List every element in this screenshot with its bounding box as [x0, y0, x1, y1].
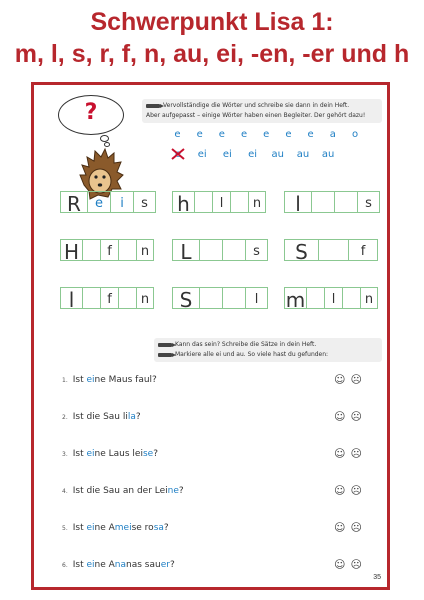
- sentence-number: 5.: [62, 525, 68, 532]
- happy-face-icon[interactable]: ☺: [334, 558, 346, 571]
- letter-cell: h: [172, 191, 194, 213]
- letter-cell: L: [172, 239, 199, 261]
- letter-cell: s: [133, 191, 156, 213]
- blank-cell[interactable]: [222, 239, 245, 261]
- letter-cell: i: [110, 191, 133, 213]
- vowel: e: [307, 129, 314, 140]
- sentence-text: se ro: [131, 523, 154, 533]
- letter-cell: f: [348, 239, 378, 261]
- letter-cell: R: [60, 191, 87, 213]
- sentence-number: 6.: [62, 562, 68, 569]
- vowel-row-1: [168, 129, 365, 140]
- sad-face-icon[interactable]: ☹: [350, 484, 362, 497]
- sentence-text: nas sau: [126, 560, 161, 570]
- sentence-text: ne Maus faul?: [94, 375, 157, 385]
- sentence-text: Ist: [72, 523, 87, 533]
- letter-cell: l: [324, 287, 342, 309]
- sad-face-icon[interactable]: ☹: [350, 410, 362, 423]
- instruction-line-2: Markiere alle ei und au. So viele hast du gefunden:: [158, 350, 378, 360]
- word-box[interactable]: [60, 287, 154, 312]
- sentence-text: ne A: [94, 560, 115, 570]
- sentence-text: ?: [135, 412, 141, 422]
- sentence: [62, 449, 158, 459]
- sad-face-icon[interactable]: ☹: [350, 521, 362, 534]
- letter-cell: l: [60, 287, 82, 309]
- vowel-row-2: [168, 149, 339, 160]
- vowel: ei: [197, 149, 207, 160]
- blank-cell[interactable]: [194, 191, 212, 213]
- instruction-line-2: Aber aufgepasst – einige Wörter haben einen Begleiter. Der gehört dazu!: [146, 112, 366, 119]
- word-box[interactable]: [172, 287, 268, 312]
- face-choices: [334, 558, 367, 571]
- letter-cell: n: [360, 287, 378, 309]
- face-choices: [334, 373, 367, 386]
- letter-cell: f: [100, 287, 118, 309]
- vowel: e: [174, 129, 181, 140]
- page-title-line1: Schwerpunkt Lisa 1:: [90, 8, 334, 36]
- blank-cell[interactable]: [318, 239, 348, 261]
- sentence-number: 1.: [62, 377, 68, 384]
- vowel: e: [285, 129, 292, 140]
- letter-cell: e: [87, 191, 110, 213]
- sentence-text: ?: [153, 449, 158, 459]
- blank-cell[interactable]: [118, 287, 136, 309]
- happy-face-icon[interactable]: ☺: [334, 373, 346, 386]
- word-box[interactable]: [284, 191, 380, 216]
- letter-cell: n: [136, 239, 154, 261]
- blank-cell[interactable]: [334, 191, 357, 213]
- vowel: au: [321, 149, 335, 160]
- letter-cell: f: [100, 239, 118, 261]
- word-box[interactable]: [172, 191, 266, 216]
- vowel: au: [271, 149, 284, 160]
- letter-cell: S: [172, 287, 199, 309]
- sentence-text: Ist: [72, 449, 87, 459]
- vowel: e: [240, 129, 248, 140]
- blank-cell[interactable]: [306, 287, 324, 309]
- letter-cell: s: [245, 239, 268, 261]
- blank-cell[interactable]: [199, 239, 222, 261]
- blank-cell[interactable]: [222, 287, 245, 309]
- sentence-text: ei: [86, 449, 95, 459]
- letter-cell: l: [245, 287, 268, 309]
- word-box[interactable]: [172, 239, 268, 264]
- word-box[interactable]: [60, 239, 154, 264]
- sentence-text: er: [160, 560, 170, 570]
- sentence-text: ei: [86, 523, 95, 533]
- vowel: e: [218, 129, 225, 140]
- sentence-text: na: [114, 560, 127, 570]
- sentence-text: se: [142, 449, 154, 459]
- face-choices: [334, 447, 367, 460]
- letter-cell: s: [357, 191, 380, 213]
- happy-face-icon[interactable]: ☺: [334, 521, 346, 534]
- sentence: [62, 375, 157, 385]
- sentence-text: Ist: [72, 375, 87, 385]
- happy-face-icon[interactable]: ☺: [334, 484, 346, 497]
- blank-cell[interactable]: [118, 239, 136, 261]
- letter-cell: S: [284, 239, 318, 261]
- word-box[interactable]: [284, 239, 378, 264]
- vowel: e: [196, 129, 203, 140]
- pencil-icon: [158, 343, 172, 347]
- vowel: o: [351, 129, 359, 140]
- sentence-text: ei: [86, 375, 95, 385]
- letter-cell: H: [60, 239, 82, 261]
- page-title-line2: m, l, s, r, f, n, au, ei, -en, -er und h: [14, 40, 410, 68]
- pencil-icon: [158, 353, 172, 357]
- face-choices: [334, 484, 367, 497]
- vowel-crossed: [168, 149, 188, 160]
- face-choices: [334, 410, 367, 423]
- sad-face-icon[interactable]: ☹: [350, 373, 362, 386]
- letter-cell: n: [248, 191, 266, 213]
- sentence: [62, 486, 184, 496]
- blank-cell[interactable]: [199, 287, 222, 309]
- sentence-text: ne: [167, 486, 179, 496]
- vowel: a: [329, 129, 336, 140]
- page-number: 35: [373, 574, 381, 581]
- sentence-text: ?: [163, 523, 169, 533]
- blank-cell[interactable]: [230, 191, 248, 213]
- letter-cell: m: [285, 288, 306, 312]
- happy-face-icon[interactable]: ☺: [334, 410, 346, 423]
- letter-cell: n: [136, 287, 154, 309]
- sentence-text: ?: [169, 560, 175, 570]
- question-mark: ?: [84, 100, 98, 125]
- sentence-text: Ist die Sau li: [72, 412, 128, 422]
- sentence-text: ne Laus lei: [94, 449, 143, 459]
- letter-cell: l: [212, 191, 230, 213]
- face-choices: [334, 521, 367, 534]
- blank-cell[interactable]: [342, 287, 360, 309]
- vowel: au: [296, 149, 310, 160]
- sentence-text: sa: [153, 523, 164, 533]
- worksheet: [31, 82, 390, 590]
- sentence-number: 3.: [62, 451, 68, 458]
- pencil-icon: [146, 104, 160, 108]
- sentence-text: ei: [86, 560, 95, 570]
- happy-face-icon[interactable]: ☺: [334, 447, 346, 460]
- sad-face-icon[interactable]: ☹: [350, 447, 362, 460]
- vowel: e: [263, 129, 270, 140]
- sentence-text: ne A: [94, 523, 115, 533]
- sentence: [62, 523, 169, 533]
- word-box[interactable]: [284, 287, 378, 312]
- instruction-line-1: Kann das sein? Schreibe die Sätze in dein Heft.: [158, 340, 378, 350]
- word-box[interactable]: [60, 191, 156, 216]
- sentence-number: 2.: [62, 414, 68, 421]
- vowel: ei: [248, 149, 258, 160]
- thought-bubble-dot: [100, 135, 109, 142]
- instruction-box-bottom: [154, 338, 382, 362]
- thought-bubble: [58, 95, 124, 135]
- sentence-text: Ist die Sau an der Lei: [72, 486, 168, 496]
- blank-cell[interactable]: [82, 287, 100, 309]
- vowel: ei: [222, 149, 232, 160]
- sentence: [62, 412, 141, 422]
- instruction-line-1: Vervollständige die Wörter und schreibe sie dann in dein Heft.: [146, 101, 378, 111]
- blank-cell[interactable]: [311, 191, 334, 213]
- sad-face-icon[interactable]: ☹: [350, 558, 362, 571]
- sentence-number: 4.: [62, 488, 68, 495]
- instruction-box-top: [142, 99, 382, 123]
- sentence-text: mei: [114, 523, 132, 533]
- sentence-text: Ist: [72, 560, 87, 570]
- sentence-text: la: [127, 412, 136, 422]
- cross-out-icon: [170, 147, 186, 161]
- blank-cell[interactable]: [82, 239, 100, 261]
- letter-cell: l: [284, 191, 311, 213]
- sentence-text: ?: [178, 486, 184, 496]
- sentence: [62, 560, 175, 570]
